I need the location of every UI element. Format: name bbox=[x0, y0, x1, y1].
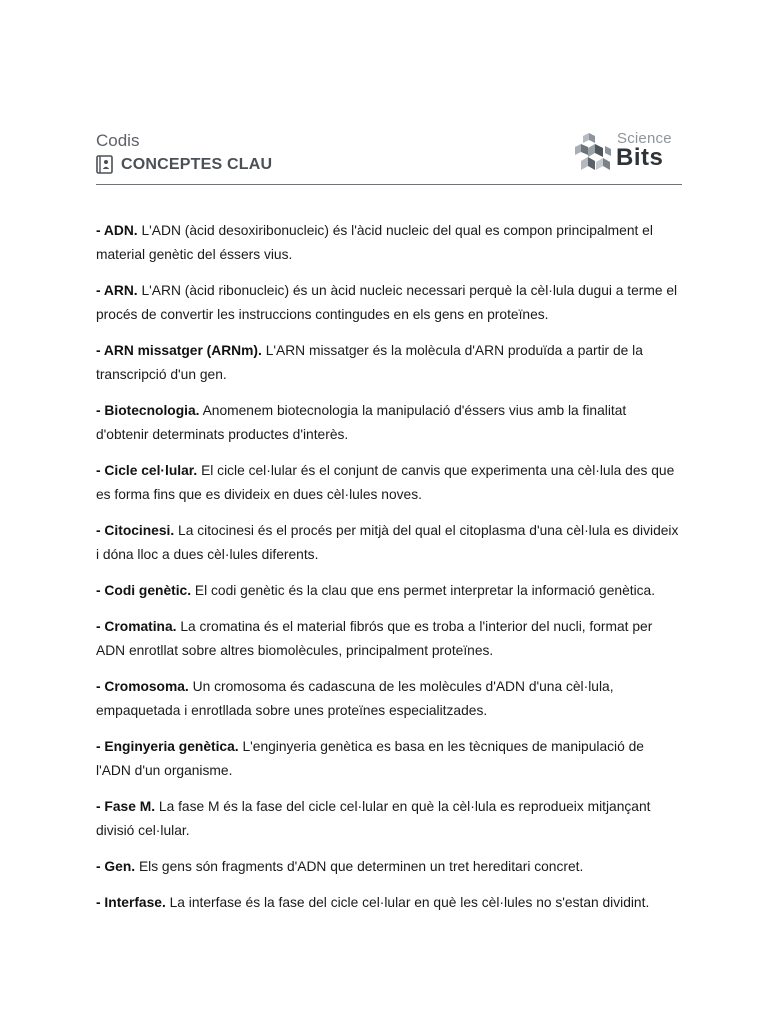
header-title-row bbox=[96, 155, 272, 174]
glossary-term: - Biotecnologia. bbox=[96, 403, 200, 418]
glossary-entry bbox=[96, 855, 682, 879]
glossary-entry bbox=[96, 399, 682, 447]
logo-bits-text: Bits bbox=[616, 144, 664, 171]
glossary-term: - Cicle cel·lular. bbox=[96, 463, 198, 478]
glossary-definition: La cromatina és el material fibrós que es troba a l'interior del nucli, format per ADN enrotllat sobre altres biomolècules, principalment proteïnes. bbox=[96, 619, 653, 658]
glossary-entry bbox=[96, 279, 682, 327]
glossary-definition: La fase M és la fase del cicle cel·lular en què la cèl·lula es reprodueix mitjançant divisió cel·lular. bbox=[96, 799, 651, 838]
glossary-entry bbox=[96, 219, 682, 267]
glossary-term: - Cromosoma. bbox=[96, 679, 189, 694]
glossary-definition: L'ARN (àcid ribonucleic) és un àcid nucleic necessari perquè la cèl·lula dugui a terme el procés de convertir les instruccions contingudes en els gens en proteïnes. bbox=[96, 283, 678, 322]
logo-science-text: Science bbox=[617, 130, 672, 147]
glossary-term: - Citocinesi. bbox=[96, 523, 175, 538]
section-label: Codis bbox=[96, 131, 140, 150]
glossary-term: - Enginyeria genètica. bbox=[96, 739, 239, 754]
glossary-term: - ARN. bbox=[96, 283, 138, 298]
glossary-entry bbox=[96, 339, 682, 387]
book-icon bbox=[96, 155, 113, 174]
glossary-definition: El codi genètic és la clau que ens permet interpretar la informació genètica. bbox=[194, 583, 656, 598]
glossary-definition: La citocinesi és el procés per mitjà del qual el citoplasma d'una cèl·lula es divideix i dóna lloc a dues cèl·lules diferents. bbox=[96, 523, 679, 562]
glossary-entry bbox=[96, 891, 682, 915]
glossary-entry bbox=[96, 615, 682, 663]
glossary-term: - ARN missatger (ARNm). bbox=[96, 343, 262, 358]
glossary-term: - Cromatina. bbox=[96, 619, 177, 634]
glossary-definition: L'ADN (àcid desoxiribonucleic) és l'àcid nucleic del qual es compon principalment el material genètic del éssers vius. bbox=[96, 223, 653, 262]
science-bits-logo bbox=[575, 129, 685, 173]
glossary-list bbox=[96, 219, 682, 927]
glossary-entry bbox=[96, 579, 682, 603]
glossary-term: - Gen. bbox=[96, 859, 136, 874]
glossary-definition: La interfase és la fase del cicle cel·lular en què les cèl·lules no s'estan dividint. bbox=[169, 895, 650, 910]
glossary-term: - Codi genètic. bbox=[96, 583, 192, 598]
glossary-entry bbox=[96, 519, 682, 567]
page-header bbox=[96, 128, 682, 185]
page-title: CONCEPTES CLAU bbox=[121, 155, 273, 173]
glossary-definition: L'enginyeria genètica es basa en les tècniques de manipulació de l'ADN d'un organisme. bbox=[96, 739, 644, 778]
glossary-term: - ADN. bbox=[96, 223, 138, 238]
glossary-entry bbox=[96, 675, 682, 723]
glossary-definition: L'ARN missatger és la molècula d'ARN produïda a partir de la transcripció d'un gen. bbox=[96, 343, 643, 382]
glossary-entry bbox=[96, 795, 682, 843]
glossary-definition: Un cromosoma és cadascuna de les molècules d'ADN d'una cèl·lula, empaquetada i enrotllada sobre unes proteïnes especialitzades. bbox=[96, 679, 614, 718]
cube-cluster-icon bbox=[575, 131, 615, 173]
glossary-definition: Els gens són fragments d'ADN que determinen un tret hereditari concret. bbox=[138, 859, 584, 874]
glossary-entry bbox=[96, 735, 682, 783]
glossary-entry bbox=[96, 459, 682, 507]
glossary-definition: Anomenem biotecnologia la manipulació d'éssers vius amb la finalitat d'obtenir determinats productes d'interès. bbox=[96, 403, 627, 442]
glossary-term: - Fase M. bbox=[96, 799, 156, 814]
glossary-definition: El cicle cel·lular és el conjunt de canvis que experimenta una cèl·lula des que es forma fins que es divideix en dues cèl·lules noves. bbox=[96, 463, 675, 502]
glossary-term: - Interfase. bbox=[96, 895, 166, 910]
